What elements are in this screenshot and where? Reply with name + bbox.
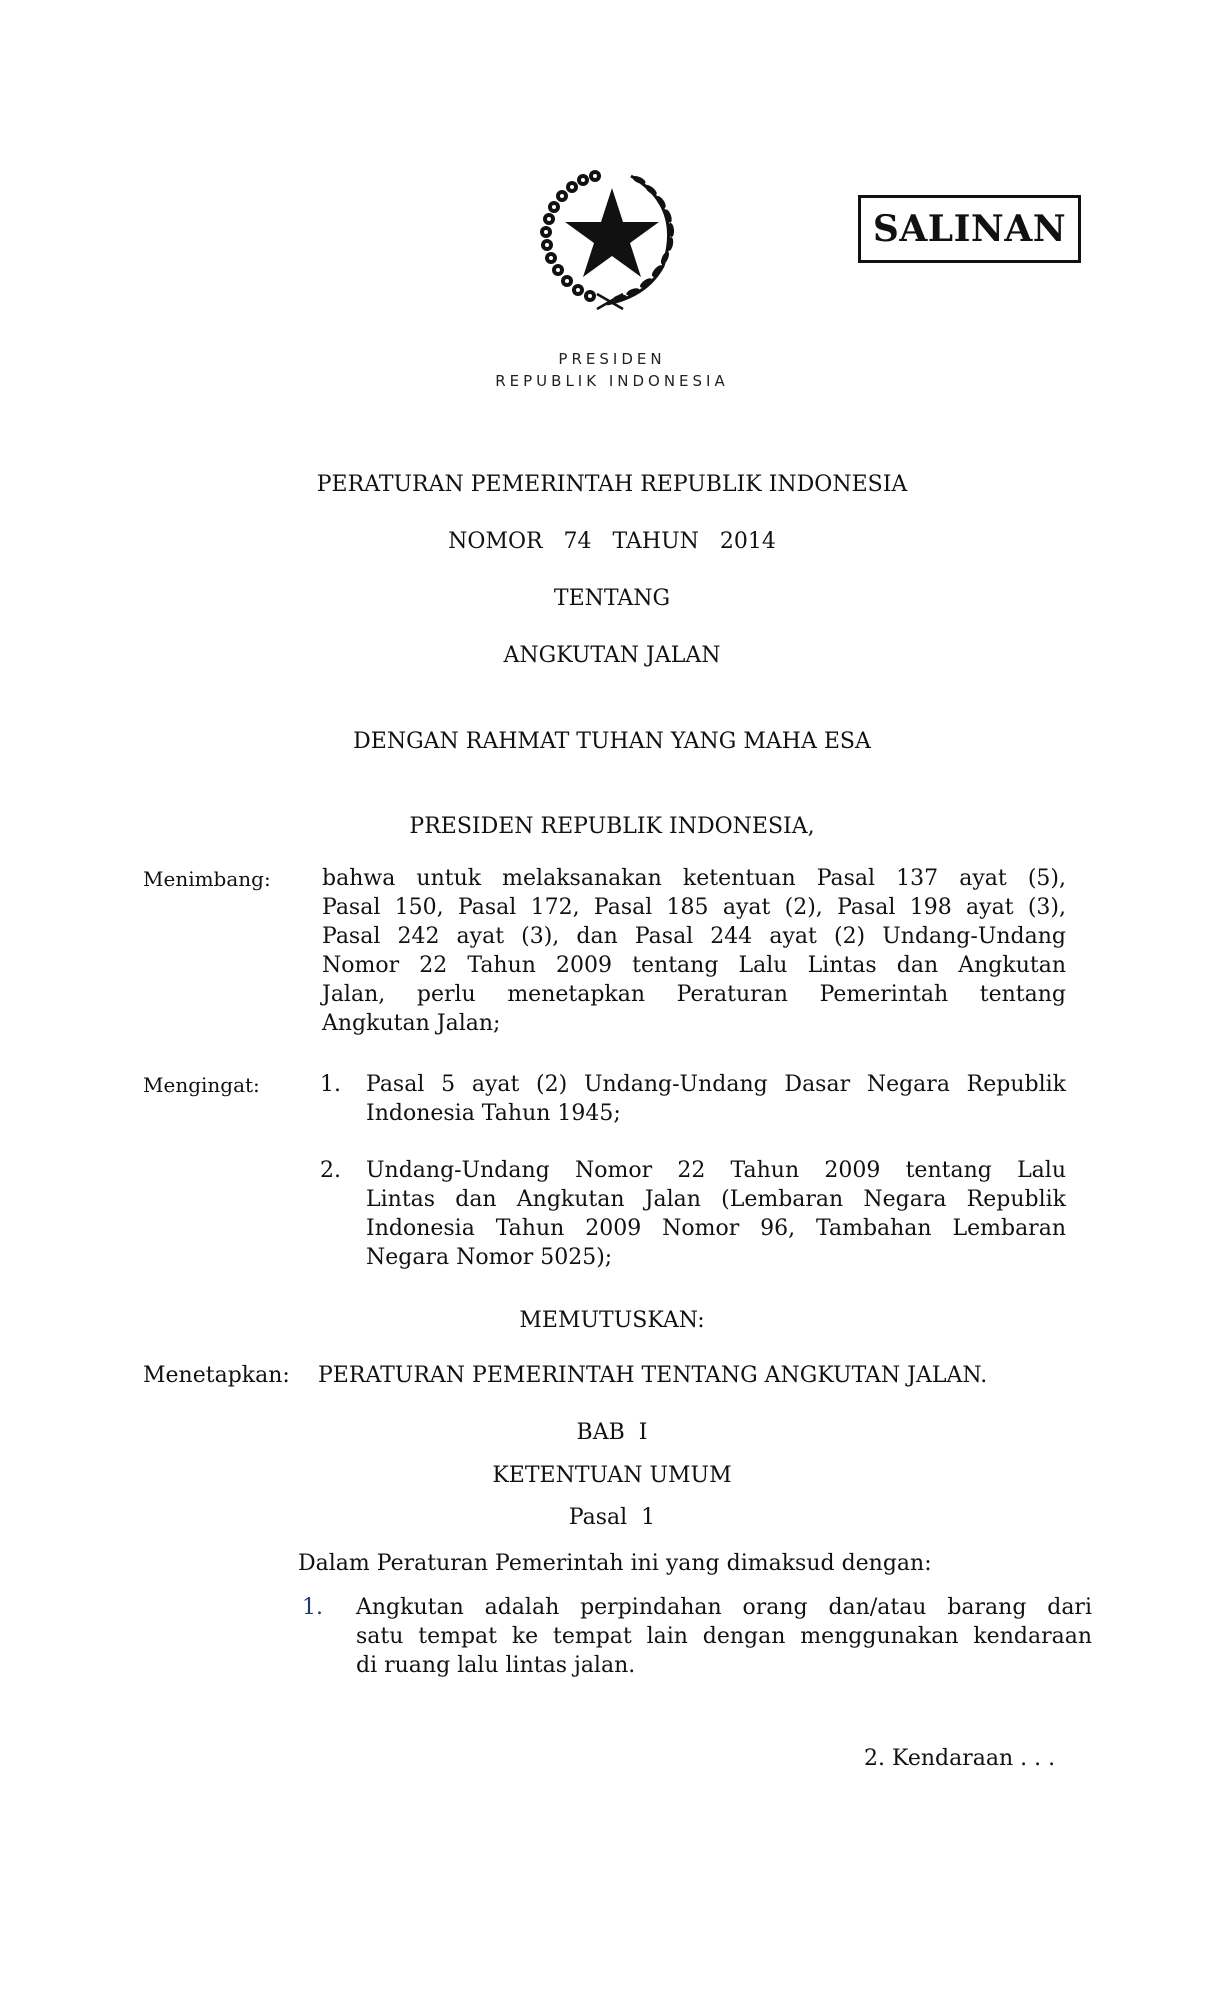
menetapkan-label: Menetapkan: bbox=[143, 1363, 290, 1388]
salinan-label: SALINAN bbox=[872, 208, 1067, 250]
mengingat-line: Lintas dan Angkutan Jalan (Lembaran Negara Republik bbox=[366, 1187, 1066, 1212]
mengingat-line: Undang-Undang Nomor 22 Tahun 2009 tentang Lalu bbox=[366, 1158, 1066, 1183]
menimbang-line: Nomor 22 Tahun 2009 tentang Lalu Lintas dan Angkutan bbox=[322, 953, 1066, 978]
regulation-subject: ANGKUTAN JALAN bbox=[503, 643, 721, 668]
menimbang-line: Jalan, perlu menetapkan Peraturan Pemerintah tentang bbox=[322, 982, 1066, 1007]
mengingat-item-number: 2. bbox=[320, 1158, 341, 1183]
mengingat-line: Indonesia Tahun 2009 Nomor 96, Tambahan Lembaran bbox=[366, 1216, 1066, 1241]
mengingat-line: Indonesia Tahun 1945; bbox=[366, 1101, 621, 1126]
regulation-about: TENTANG bbox=[553, 586, 671, 611]
mengingat-item-number: 1. bbox=[320, 1072, 341, 1097]
menimbang-line: Pasal 150, Pasal 172, Pasal 185 ayat (2), Pasal 198 ayat (3), bbox=[322, 895, 1066, 920]
menimbang-line: Pasal 242 ayat (3), dan Pasal 244 ayat (2) Undang-Undang bbox=[322, 924, 1066, 949]
regulation-title: PERATURAN PEMERINTAH REPUBLIK INDONESIA bbox=[316, 472, 908, 497]
issuer: PRESIDEN REPUBLIK INDONESIA, bbox=[409, 814, 815, 839]
definition-line: di ruang lalu lintas jalan. bbox=[356, 1653, 636, 1678]
menimbang-line: Angkutan Jalan; bbox=[322, 1011, 501, 1036]
pasal-heading: Pasal 1 bbox=[568, 1505, 656, 1530]
office-line-republik: REPUBLIK INDONESIA bbox=[495, 372, 729, 390]
regulation-number: NOMOR 74 TAHUN 2014 bbox=[448, 529, 776, 554]
pasal-intro: Dalam Peraturan Pemerintah ini yang dimaksud dengan: bbox=[298, 1551, 932, 1576]
menetapkan-text: PERATURAN PEMERINTAH TENTANG ANGKUTAN JALAN. bbox=[318, 1363, 988, 1388]
bab-heading: BAB I bbox=[576, 1420, 648, 1445]
definition-line: satu tempat ke tempat lain dengan menggunakan kendaraan bbox=[356, 1624, 1092, 1649]
menimbang-line: bahwa untuk melaksanakan ketentuan Pasal 137 ayat (5), bbox=[322, 866, 1066, 891]
office-line-presiden: PRESIDEN bbox=[558, 350, 666, 368]
bab-title: KETENTUAN UMUM bbox=[492, 1463, 732, 1488]
invocation: DENGAN RAHMAT TUHAN YANG MAHA ESA bbox=[353, 729, 871, 754]
mengingat-item-2 bbox=[366, 1156, 1066, 1272]
page-continuation: 2. Kendaraan . . . bbox=[864, 1746, 1056, 1771]
definition-line: Angkutan adalah perpindahan orang dan/atau barang dari bbox=[356, 1595, 1092, 1620]
menimbang-body bbox=[322, 864, 1066, 1038]
mengingat-label: Mengingat: bbox=[143, 1073, 260, 1097]
memutuskan-heading: MEMUTUSKAN: bbox=[519, 1308, 705, 1333]
definition-number: 1. bbox=[302, 1595, 323, 1620]
menimbang-label: Menimbang: bbox=[143, 867, 271, 891]
mengingat-line: Pasal 5 ayat (2) Undang-Undang Dasar Negara Republik bbox=[366, 1072, 1066, 1097]
salinan-stamp bbox=[858, 195, 1081, 263]
mengingat-item-1 bbox=[366, 1070, 1066, 1128]
mengingat-line: Negara Nomor 5025); bbox=[366, 1245, 613, 1270]
presidential-emblem-icon bbox=[535, 166, 685, 311]
definition-item-1 bbox=[356, 1593, 1092, 1680]
